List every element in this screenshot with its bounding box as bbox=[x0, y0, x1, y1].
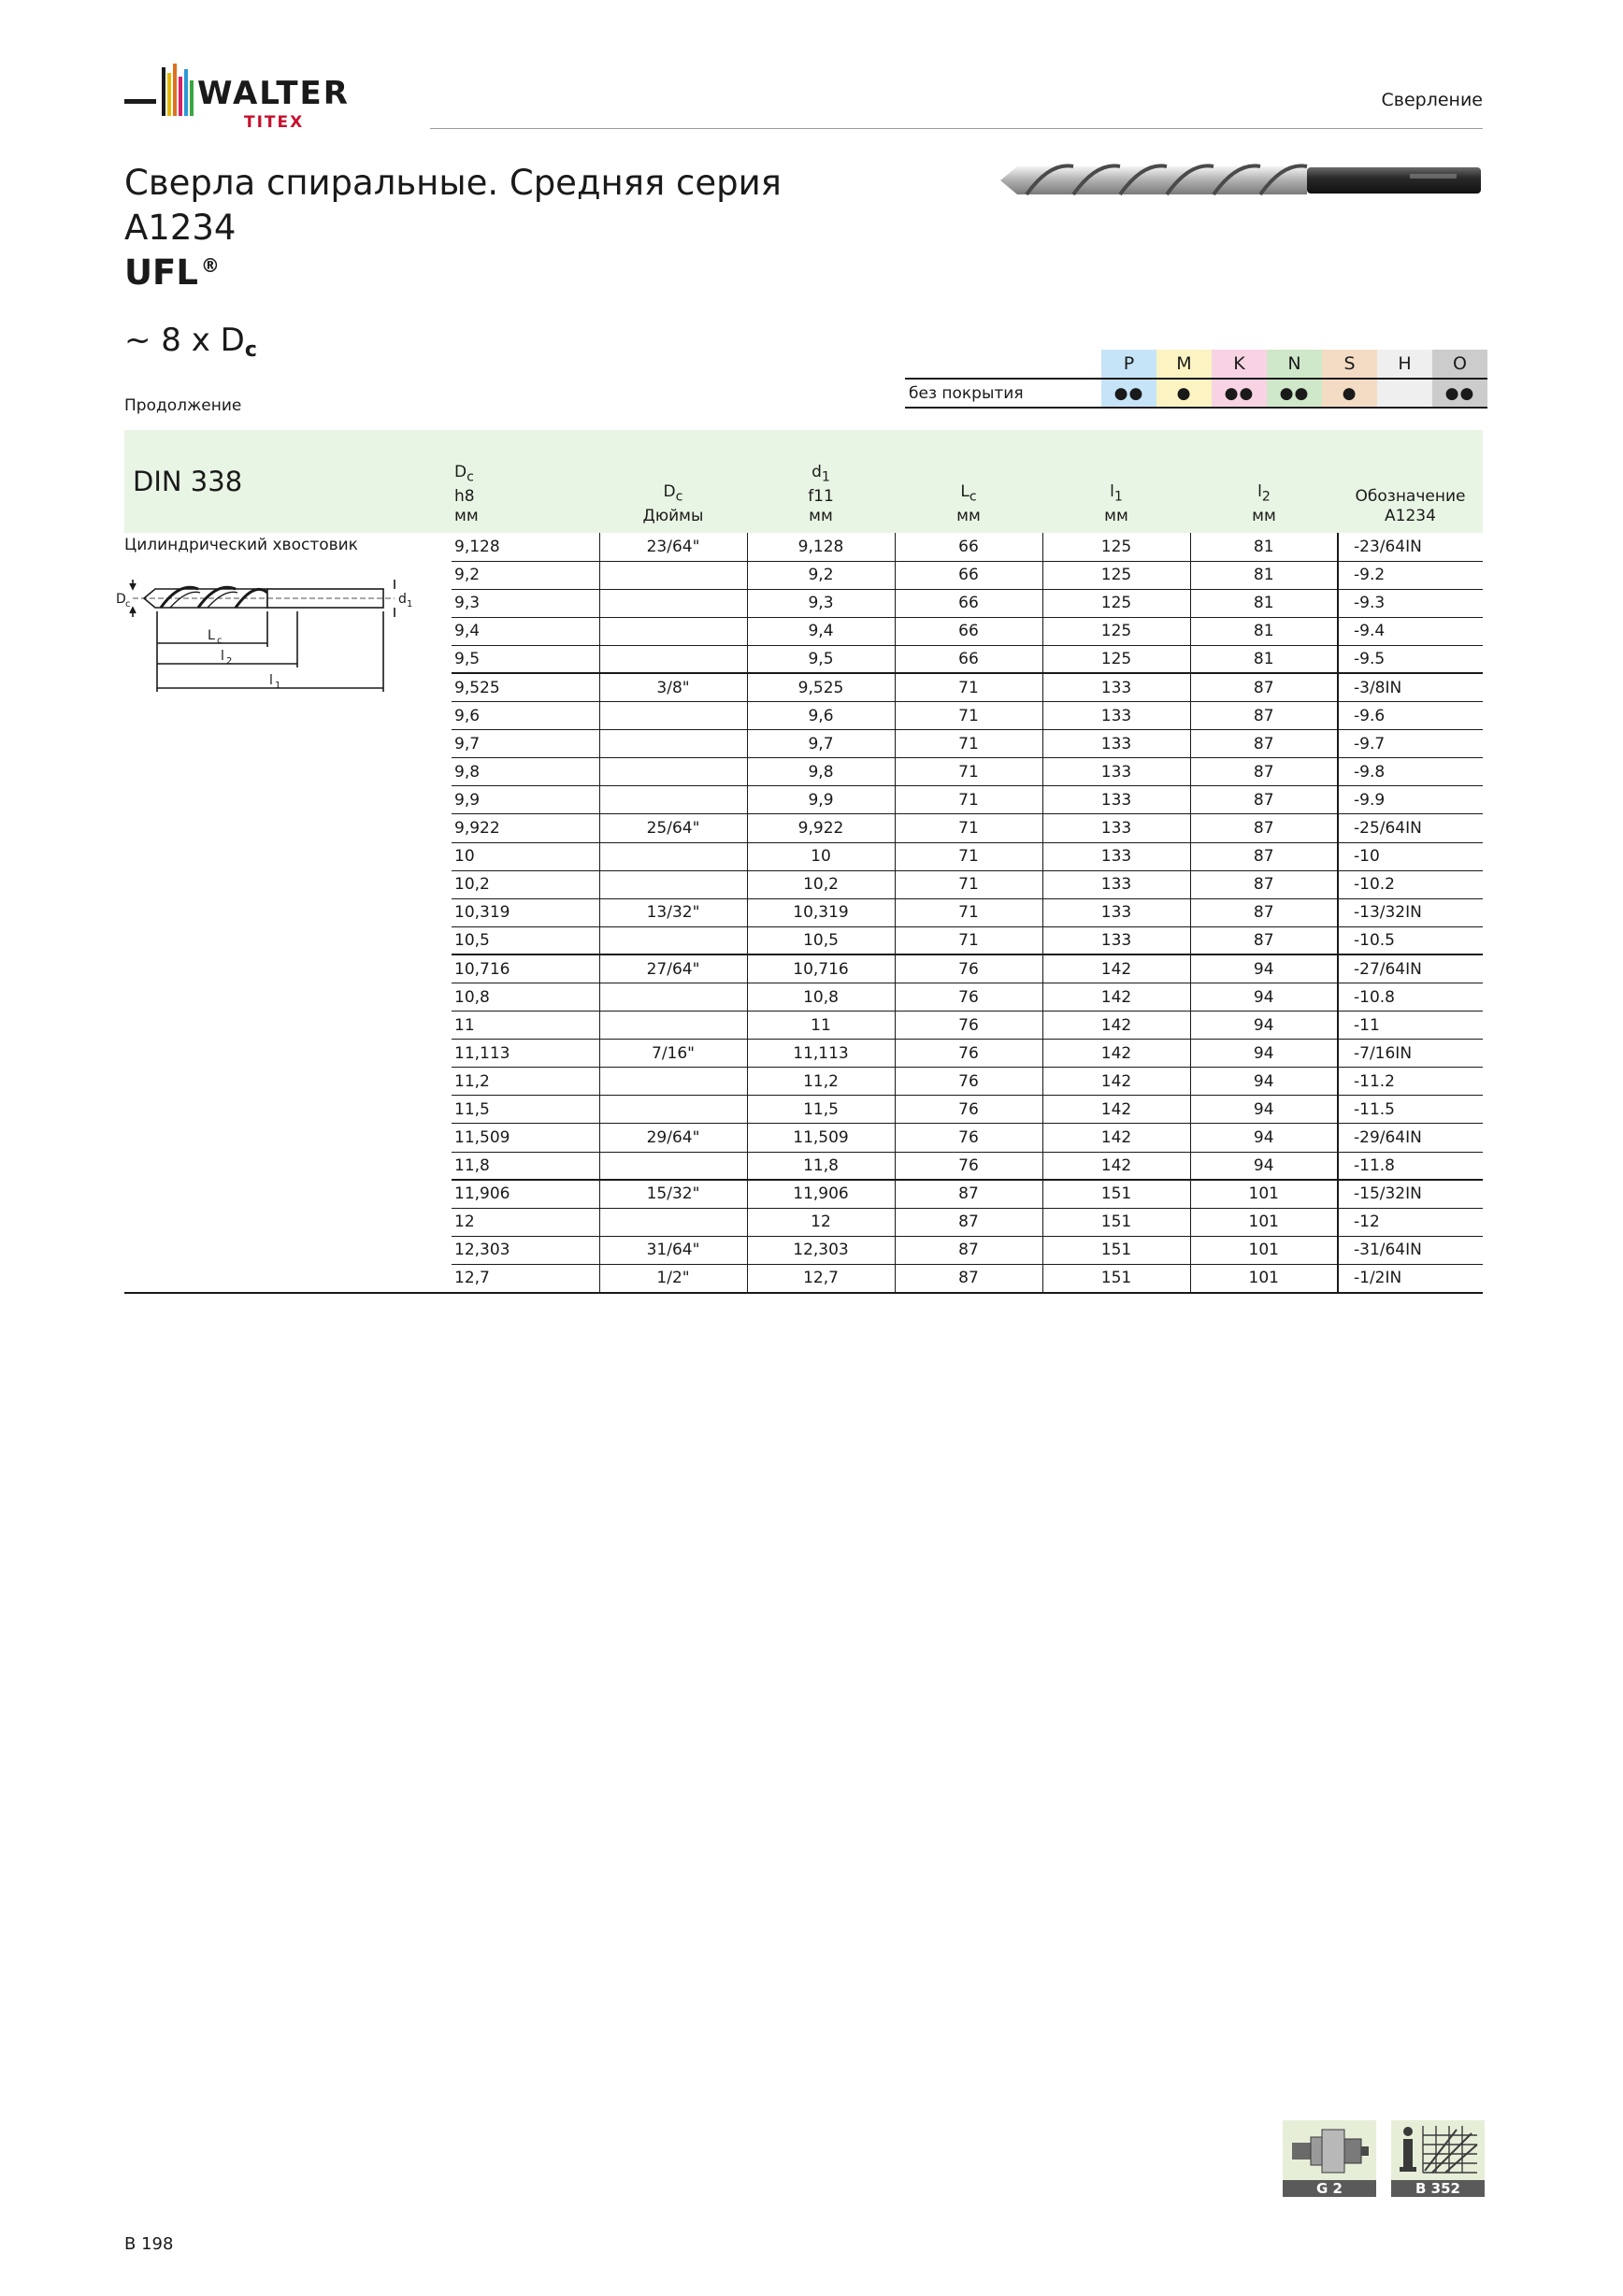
cell-dc: 11,2 bbox=[452, 1068, 599, 1096]
cell-dc: 11,5 bbox=[452, 1096, 599, 1124]
cell-code: -9.5 bbox=[1338, 645, 1483, 673]
cell-code: -25/64IN bbox=[1338, 814, 1483, 842]
cell-l1: 142 bbox=[1042, 1124, 1190, 1152]
cell-l2: 87 bbox=[1190, 673, 1338, 701]
cell-l2: 87 bbox=[1190, 702, 1338, 730]
svg-text:d: d bbox=[398, 592, 407, 607]
cell-inch bbox=[599, 561, 747, 589]
cell-d1: 10,5 bbox=[747, 926, 895, 954]
svg-text:c: c bbox=[217, 636, 223, 646]
cell-inch bbox=[599, 645, 747, 673]
svg-text:1: 1 bbox=[275, 681, 281, 691]
spacer-cell bbox=[124, 926, 452, 954]
cell-lc: 71 bbox=[895, 842, 1042, 870]
cell-code: -10 bbox=[1338, 842, 1483, 870]
svg-text:l: l bbox=[221, 649, 224, 664]
cell-d1: 9,5 bbox=[747, 645, 895, 673]
table-row bbox=[124, 1152, 1483, 1180]
svg-text:2: 2 bbox=[226, 656, 233, 667]
cell-l2: 94 bbox=[1190, 1012, 1338, 1040]
cell-d1: 9,128 bbox=[747, 533, 895, 561]
material-s: S bbox=[1322, 350, 1377, 379]
cell-d1: 9,7 bbox=[747, 730, 895, 758]
continuation-label: Продолжение bbox=[124, 396, 242, 415]
cell-l1: 133 bbox=[1042, 926, 1190, 954]
cell-inch bbox=[599, 983, 747, 1012]
rating-k: ●● bbox=[1212, 379, 1267, 408]
cell-code: -1/2IN bbox=[1338, 1264, 1483, 1292]
cell-dc: 9,8 bbox=[452, 758, 599, 786]
cell-inch bbox=[599, 758, 747, 786]
cell-l2: 87 bbox=[1190, 926, 1338, 954]
cell-code: -9.8 bbox=[1338, 758, 1483, 786]
shank-label: Цилиндрический хвостовик bbox=[124, 536, 358, 554]
cell-inch bbox=[599, 842, 747, 870]
table-row bbox=[124, 954, 1483, 983]
cell-lc: 66 bbox=[895, 533, 1042, 561]
cell-lc: 87 bbox=[895, 1264, 1042, 1292]
cell-code: -11 bbox=[1338, 1012, 1483, 1040]
cell-inch: 27/64" bbox=[599, 954, 747, 983]
drill-spec-table bbox=[124, 430, 1483, 1294]
cell-l1: 125 bbox=[1042, 617, 1190, 645]
cell-dc: 10,319 bbox=[452, 898, 599, 926]
cell-l1: 125 bbox=[1042, 561, 1190, 589]
header-divider bbox=[430, 128, 1483, 129]
spacer-cell bbox=[124, 1068, 452, 1096]
cell-dc: 9,9 bbox=[452, 786, 599, 814]
header-dc-inch: $D_c$ Дюймы bbox=[599, 430, 747, 533]
table-header bbox=[124, 430, 1483, 533]
spacer-cell bbox=[124, 1096, 452, 1124]
cell-lc: 76 bbox=[895, 1068, 1042, 1096]
cell-d1: 11,509 bbox=[747, 1124, 895, 1152]
cell-l1: 151 bbox=[1042, 1208, 1190, 1236]
cell-l1: 125 bbox=[1042, 645, 1190, 673]
table-row bbox=[124, 1068, 1483, 1096]
cell-dc: 9,5 bbox=[452, 645, 599, 673]
cell-d1: 12,303 bbox=[747, 1236, 895, 1264]
cell-code: -9.4 bbox=[1338, 617, 1483, 645]
cell-l1: 133 bbox=[1042, 673, 1190, 701]
cell-l2: 87 bbox=[1190, 758, 1338, 786]
cell-l1: 133 bbox=[1042, 758, 1190, 786]
cell-dc: 10,2 bbox=[452, 870, 599, 898]
cell-code: -13/32IN bbox=[1338, 898, 1483, 926]
cell-code: -9.6 bbox=[1338, 702, 1483, 730]
cell-lc: 66 bbox=[895, 561, 1042, 589]
material-k: K bbox=[1212, 350, 1267, 379]
standard-label: DIN 338 bbox=[124, 430, 452, 533]
header-dc-mm: $D_c$ h8 мм bbox=[452, 430, 599, 533]
svg-text:WALTER: WALTER bbox=[197, 75, 350, 112]
table-row bbox=[124, 898, 1483, 926]
page-title: Сверла спиральные. Средняя серия bbox=[124, 163, 782, 203]
reference-b352[interactable] bbox=[1391, 2120, 1485, 2197]
spacer-cell bbox=[124, 954, 452, 983]
cell-l1: 125 bbox=[1042, 589, 1190, 617]
cell-inch bbox=[599, 1068, 747, 1096]
material-m: M bbox=[1156, 350, 1212, 379]
section-label: Сверление bbox=[1381, 90, 1483, 110]
spacer-cell bbox=[124, 898, 452, 926]
spacer-cell bbox=[124, 1124, 452, 1152]
spacer-cell bbox=[124, 1264, 452, 1292]
cell-l1: 142 bbox=[1042, 1096, 1190, 1124]
cell-d1: 9,525 bbox=[747, 673, 895, 701]
cell-l2: 81 bbox=[1190, 617, 1338, 645]
cell-lc: 76 bbox=[895, 1096, 1042, 1124]
cell-d1: 10,8 bbox=[747, 983, 895, 1012]
header-l2: $l_2$ мм bbox=[1190, 430, 1338, 533]
cell-inch: 25/64" bbox=[599, 814, 747, 842]
cell-inch bbox=[599, 702, 747, 730]
cell-lc: 76 bbox=[895, 954, 1042, 983]
spacer-cell bbox=[124, 1180, 452, 1208]
spacer-cell bbox=[124, 1012, 452, 1040]
cell-code: -23/64IN bbox=[1338, 533, 1483, 561]
cell-code: -10.2 bbox=[1338, 870, 1483, 898]
cell-l2: 81 bbox=[1190, 533, 1338, 561]
cell-d1: 9,9 bbox=[747, 786, 895, 814]
svg-text:l: l bbox=[269, 673, 273, 688]
cell-l1: 151 bbox=[1042, 1180, 1190, 1208]
table-row bbox=[124, 1096, 1483, 1124]
cell-l2: 87 bbox=[1190, 842, 1338, 870]
cell-inch bbox=[599, 786, 747, 814]
cell-dc: 10 bbox=[452, 842, 599, 870]
cell-l1: 142 bbox=[1042, 954, 1190, 983]
cell-d1: 11,906 bbox=[747, 1180, 895, 1208]
cell-dc: 9,7 bbox=[452, 730, 599, 758]
cell-dc: 9,3 bbox=[452, 589, 599, 617]
cell-lc: 76 bbox=[895, 983, 1042, 1012]
cell-code: -12 bbox=[1338, 1208, 1483, 1236]
rating-h bbox=[1377, 379, 1432, 408]
cell-d1: 9,4 bbox=[747, 617, 895, 645]
cell-inch: 15/32" bbox=[599, 1180, 747, 1208]
svg-text:1: 1 bbox=[407, 599, 413, 610]
cell-lc: 76 bbox=[895, 1040, 1042, 1068]
table-row bbox=[124, 1040, 1483, 1068]
header-l1: $l_1$ мм bbox=[1042, 430, 1190, 533]
cell-code: -10.5 bbox=[1338, 926, 1483, 954]
cell-l2: 94 bbox=[1190, 1068, 1338, 1096]
material-application-matrix bbox=[905, 350, 1487, 409]
drill-product-image bbox=[998, 157, 1485, 204]
header-d1: $d_1$ f11 мм bbox=[747, 430, 895, 533]
cell-lc: 71 bbox=[895, 702, 1042, 730]
cell-l2: 94 bbox=[1190, 1096, 1338, 1124]
cell-l2: 101 bbox=[1190, 1208, 1338, 1236]
cell-dc: 12,303 bbox=[452, 1236, 599, 1264]
table-row bbox=[124, 1264, 1483, 1292]
cell-lc: 71 bbox=[895, 898, 1042, 926]
cell-l2: 87 bbox=[1190, 898, 1338, 926]
cell-inch bbox=[599, 1152, 747, 1180]
cell-l1: 151 bbox=[1042, 1236, 1190, 1264]
cell-code: -9.7 bbox=[1338, 730, 1483, 758]
table-row bbox=[124, 1236, 1483, 1264]
spacer-cell bbox=[124, 1152, 452, 1180]
tool-holder-icon bbox=[1283, 2120, 1376, 2180]
table-row bbox=[124, 758, 1483, 786]
material-n: N bbox=[1267, 350, 1322, 379]
cell-dc: 11,509 bbox=[452, 1124, 599, 1152]
cell-l2: 101 bbox=[1190, 1180, 1338, 1208]
cell-l2: 94 bbox=[1190, 1040, 1338, 1068]
cell-l2: 87 bbox=[1190, 786, 1338, 814]
cell-l2: 94 bbox=[1190, 1152, 1338, 1180]
cell-inch: 23/64" bbox=[599, 533, 747, 561]
table-row bbox=[124, 1124, 1483, 1152]
cell-lc: 87 bbox=[895, 1180, 1042, 1208]
cell-lc: 71 bbox=[895, 673, 1042, 701]
spacer-cell bbox=[124, 786, 452, 814]
registered-mark: ® bbox=[200, 254, 220, 277]
cell-l1: 133 bbox=[1042, 898, 1190, 926]
cell-lc: 71 bbox=[895, 730, 1042, 758]
cell-code: -11.2 bbox=[1338, 1068, 1483, 1096]
cell-l2: 101 bbox=[1190, 1264, 1338, 1292]
cell-l1: 133 bbox=[1042, 702, 1190, 730]
table-row bbox=[124, 730, 1483, 758]
cell-l2: 87 bbox=[1190, 870, 1338, 898]
product-code: A1234 bbox=[124, 208, 237, 248]
cell-lc: 76 bbox=[895, 1152, 1042, 1180]
cell-dc: 12 bbox=[452, 1208, 599, 1236]
cell-l2: 81 bbox=[1190, 645, 1338, 673]
spacer-cell bbox=[124, 702, 452, 730]
cell-l1: 133 bbox=[1042, 842, 1190, 870]
cell-l2: 87 bbox=[1190, 730, 1338, 758]
cell-l2: 94 bbox=[1190, 954, 1338, 983]
table-row bbox=[124, 870, 1483, 898]
cell-d1: 10,2 bbox=[747, 870, 895, 898]
spacer-cell bbox=[124, 1236, 452, 1264]
cell-d1: 9,3 bbox=[747, 589, 895, 617]
cell-code: -3/8IN bbox=[1338, 673, 1483, 701]
cell-code: -11.8 bbox=[1338, 1152, 1483, 1180]
rating-n: ●● bbox=[1267, 379, 1322, 408]
cell-inch bbox=[599, 926, 747, 954]
cell-l1: 133 bbox=[1042, 814, 1190, 842]
cell-d1: 11,5 bbox=[747, 1096, 895, 1124]
table-row bbox=[124, 926, 1483, 954]
cell-l1: 142 bbox=[1042, 1012, 1190, 1040]
cell-lc: 71 bbox=[895, 870, 1042, 898]
rating-o: ●● bbox=[1432, 379, 1487, 408]
cell-inch bbox=[599, 730, 747, 758]
cell-inch bbox=[599, 1208, 747, 1236]
cell-dc: 9,4 bbox=[452, 617, 599, 645]
rating-m: ● bbox=[1156, 379, 1212, 408]
cell-d1: 9,8 bbox=[747, 758, 895, 786]
walter-titex-logo bbox=[124, 60, 405, 135]
cell-d1: 11 bbox=[747, 1012, 895, 1040]
spacer-cell bbox=[124, 758, 452, 786]
cell-inch: 13/32" bbox=[599, 898, 747, 926]
cell-dc: 9,2 bbox=[452, 561, 599, 589]
reference-g2[interactable] bbox=[1283, 2120, 1376, 2197]
header-lc: $L_c$ мм bbox=[895, 430, 1042, 533]
cell-d1: 11,8 bbox=[747, 1152, 895, 1180]
cell-dc: 9,525 bbox=[452, 673, 599, 701]
cell-code: -31/64IN bbox=[1338, 1236, 1483, 1264]
cell-d1: 11,2 bbox=[747, 1068, 895, 1096]
cell-inch: 7/16" bbox=[599, 1040, 747, 1068]
cell-code: -7/16IN bbox=[1338, 1040, 1483, 1068]
spacer-cell bbox=[124, 842, 452, 870]
table-row bbox=[124, 533, 1483, 561]
cell-inch: 29/64" bbox=[599, 1124, 747, 1152]
cell-l1: 125 bbox=[1042, 533, 1190, 561]
cell-code: -27/64IN bbox=[1338, 954, 1483, 983]
cell-dc: 9,922 bbox=[452, 814, 599, 842]
rating-s: ● bbox=[1322, 379, 1377, 408]
info-chart-icon bbox=[1391, 2120, 1485, 2180]
cell-lc: 66 bbox=[895, 645, 1042, 673]
svg-text:TITEX: TITEX bbox=[244, 113, 305, 132]
cell-d1: 12 bbox=[747, 1208, 895, 1236]
cell-l1: 142 bbox=[1042, 1152, 1190, 1180]
table-row bbox=[124, 983, 1483, 1012]
product-line: UFL ® bbox=[124, 252, 220, 293]
cell-d1: 10 bbox=[747, 842, 895, 870]
spacer-cell bbox=[124, 983, 452, 1012]
svg-text:D: D bbox=[116, 592, 126, 607]
cell-dc: 10,5 bbox=[452, 926, 599, 954]
cell-l1: 133 bbox=[1042, 730, 1190, 758]
reference-b352-label: B 352 bbox=[1391, 2180, 1485, 2197]
cell-lc: 66 bbox=[895, 589, 1042, 617]
cell-d1: 11,113 bbox=[747, 1040, 895, 1068]
cell-code: -15/32IN bbox=[1338, 1180, 1483, 1208]
cell-lc: 87 bbox=[895, 1236, 1042, 1264]
table-row bbox=[124, 702, 1483, 730]
cell-code: -9.9 bbox=[1338, 786, 1483, 814]
svg-text:c: c bbox=[125, 599, 131, 610]
cell-code: -9.2 bbox=[1338, 561, 1483, 589]
cell-dc: 11,113 bbox=[452, 1040, 599, 1068]
cell-lc: 71 bbox=[895, 758, 1042, 786]
cell-lc: 71 bbox=[895, 786, 1042, 814]
spacer-cell bbox=[124, 870, 452, 898]
cell-lc: 87 bbox=[895, 1208, 1042, 1236]
cell-l1: 142 bbox=[1042, 1068, 1190, 1096]
cell-l2: 81 bbox=[1190, 561, 1338, 589]
cell-l2: 87 bbox=[1190, 814, 1338, 842]
cell-l2: 94 bbox=[1190, 1124, 1338, 1152]
spacer-cell bbox=[124, 730, 452, 758]
cell-inch bbox=[599, 1096, 747, 1124]
cell-l2: 94 bbox=[1190, 983, 1338, 1012]
material-h: H bbox=[1377, 350, 1432, 379]
svg-text:L: L bbox=[208, 628, 215, 643]
cell-dc: 9,6 bbox=[452, 702, 599, 730]
cell-l2: 101 bbox=[1190, 1236, 1338, 1264]
table-row bbox=[124, 814, 1483, 842]
cell-d1: 12,7 bbox=[747, 1264, 895, 1292]
cell-dc: 12,7 bbox=[452, 1264, 599, 1292]
cell-inch bbox=[599, 870, 747, 898]
cell-dc: 10,8 bbox=[452, 983, 599, 1012]
cell-code: -11.5 bbox=[1338, 1096, 1483, 1124]
cell-dc: 11,8 bbox=[452, 1152, 599, 1180]
cell-l1: 151 bbox=[1042, 1264, 1190, 1292]
cell-dc: 11 bbox=[452, 1012, 599, 1040]
table-row bbox=[124, 1012, 1483, 1040]
cell-lc: 66 bbox=[895, 617, 1042, 645]
cell-lc: 76 bbox=[895, 1012, 1042, 1040]
cell-inch: 3/8" bbox=[599, 673, 747, 701]
cell-lc: 71 bbox=[895, 814, 1042, 842]
cell-d1: 10,716 bbox=[747, 954, 895, 983]
table-row bbox=[124, 1208, 1483, 1236]
reference-g2-label: G 2 bbox=[1283, 2180, 1376, 2197]
header-designation: Обозначение A1234 bbox=[1338, 430, 1483, 533]
cell-inch bbox=[599, 617, 747, 645]
cell-inch bbox=[599, 589, 747, 617]
cell-l1: 142 bbox=[1042, 1040, 1190, 1068]
cell-lc: 71 bbox=[895, 926, 1042, 954]
table-row bbox=[124, 842, 1483, 870]
cell-code: -29/64IN bbox=[1338, 1124, 1483, 1152]
cell-l2: 81 bbox=[1190, 589, 1338, 617]
table-row bbox=[124, 1180, 1483, 1208]
cell-dc: 11,906 bbox=[452, 1180, 599, 1208]
material-o: O bbox=[1432, 350, 1487, 379]
spacer-cell bbox=[124, 1040, 452, 1068]
cell-dc: 10,716 bbox=[452, 954, 599, 983]
cell-d1: 10,319 bbox=[747, 898, 895, 926]
cell-inch: 1/2" bbox=[599, 1264, 747, 1292]
length-ratio: ~ 8 x $D_c$ bbox=[124, 322, 257, 362]
shank-dimension-drawing bbox=[114, 572, 413, 703]
table-row bbox=[124, 786, 1483, 814]
cell-dc: 9,128 bbox=[452, 533, 599, 561]
page-number: B 198 bbox=[124, 2234, 174, 2254]
coating-label: без покрытия bbox=[905, 379, 1101, 408]
cell-lc: 76 bbox=[895, 1124, 1042, 1152]
cell-code: -9.3 bbox=[1338, 589, 1483, 617]
cell-l1: 133 bbox=[1042, 870, 1190, 898]
cell-d1: 9,6 bbox=[747, 702, 895, 730]
spacer-cell bbox=[124, 814, 452, 842]
material-p: P bbox=[1101, 350, 1156, 379]
cell-inch bbox=[599, 1012, 747, 1040]
cell-d1: 9,922 bbox=[747, 814, 895, 842]
cell-d1: 9,2 bbox=[747, 561, 895, 589]
cell-code: -10.8 bbox=[1338, 983, 1483, 1012]
cell-inch: 31/64" bbox=[599, 1236, 747, 1264]
cell-l1: 133 bbox=[1042, 786, 1190, 814]
cell-l1: 142 bbox=[1042, 983, 1190, 1012]
spacer-cell bbox=[124, 1208, 452, 1236]
rating-p: ●● bbox=[1101, 379, 1156, 408]
